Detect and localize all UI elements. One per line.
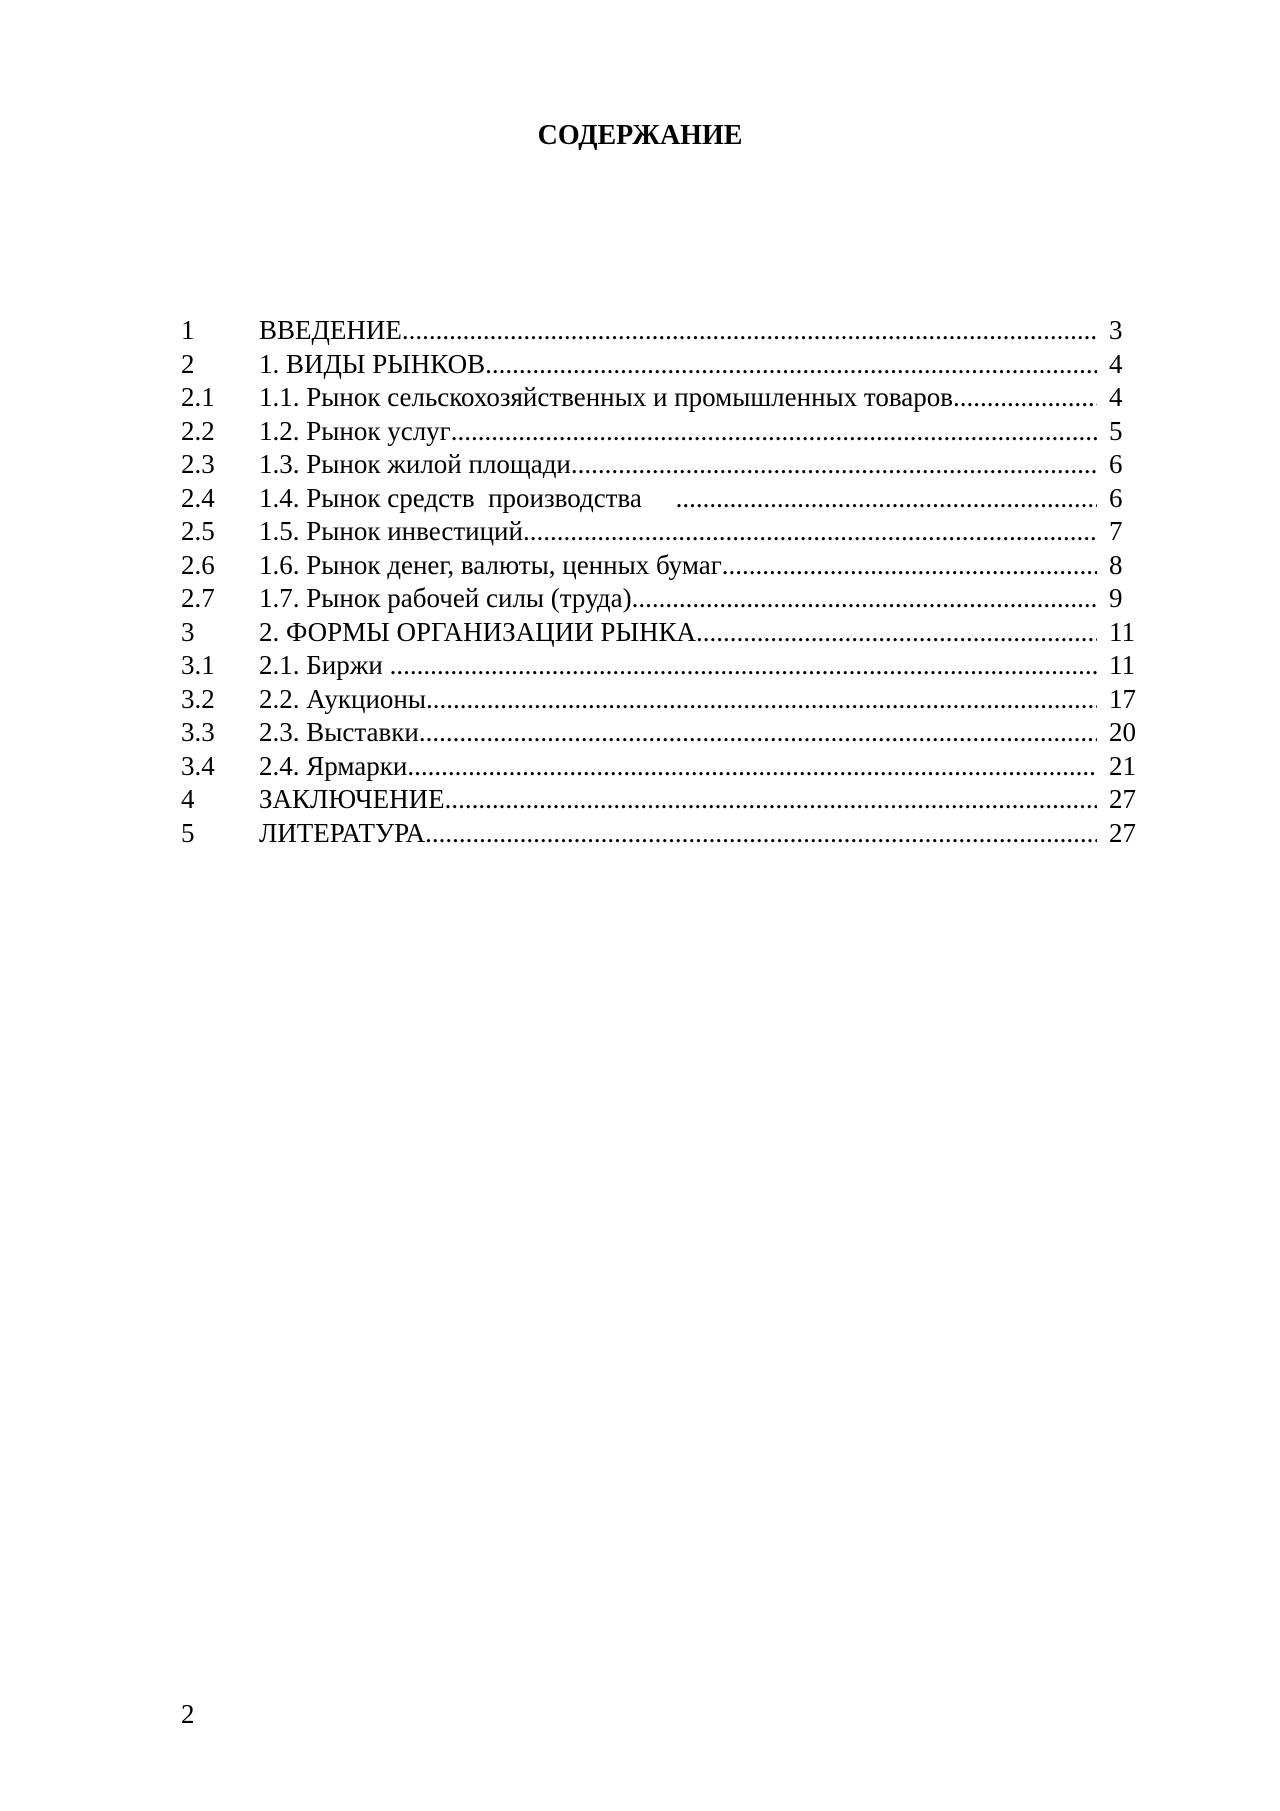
toc-entry[interactable]: [181, 482, 1145, 516]
toc-entry-number: 5: [181, 817, 195, 848]
toc-entry-title: 1.7. Рынок рабочей силы (труда): [259, 583, 632, 613]
toc-entry-title-wrap: [259, 683, 1097, 717]
toc-entry[interactable]: [181, 348, 1145, 382]
toc-entry-page: 27: [1109, 784, 1136, 814]
toc-entry-title: 2.4. Ярмарки: [259, 750, 408, 781]
toc-entry-title-wrap: [259, 817, 1097, 851]
toc-entry-title: 1. ВИДЫ РЫНКОВ: [259, 348, 486, 379]
toc-entry[interactable]: [181, 314, 1145, 348]
toc-entry-title: 1.1. Рынок сельскохозяйственных и промышленных товаров: [259, 382, 953, 412]
toc-entry-title: 1.3. Рынок жилой площади: [259, 449, 571, 479]
toc-entry-page: 4: [1109, 348, 1123, 379]
toc-entry[interactable]: [181, 448, 1145, 482]
toc-entry-number: 3.4: [181, 750, 215, 781]
toc-entry-number: 2.4: [181, 482, 215, 513]
toc-entry-title-wrap: [259, 783, 1097, 817]
table-of-contents: [181, 314, 1145, 850]
toc-entry-title: 2. ФОРМЫ ОРГАНИЗАЦИИ РЫНКА: [259, 616, 696, 647]
toc-entry-page: 9: [1109, 583, 1123, 613]
toc-entry-title-wrap: [259, 515, 1097, 549]
toc-entry-page: 7: [1109, 516, 1123, 546]
toc-entry-number: 3: [181, 616, 195, 647]
toc-dot-leader: [696, 616, 1097, 650]
toc-entry-page: 8: [1109, 549, 1123, 580]
toc-entry[interactable]: [181, 549, 1145, 583]
toc-entry-title-wrap: [259, 348, 1097, 382]
toc-entry[interactable]: [181, 683, 1145, 717]
toc-entry-number: 3.2: [181, 683, 215, 714]
toc-entry-page: 21: [1109, 750, 1136, 781]
toc-dot-leader: [407, 750, 1097, 784]
toc-entry-title-wrap: [259, 415, 1097, 449]
toc-entry[interactable]: [181, 515, 1145, 549]
toc-entry-page: 6: [1109, 449, 1123, 479]
toc-entry-title-wrap: [259, 314, 1097, 348]
toc-dot-leader: [445, 783, 1097, 817]
toc-entry-number: 2.7: [181, 583, 215, 613]
toc-dot-leader: [451, 415, 1097, 449]
toc-entry[interactable]: [181, 415, 1145, 449]
toc-entry-number: 3.1: [181, 650, 215, 680]
toc-dot-leader: [953, 381, 1097, 415]
toc-dot-leader: [390, 649, 1097, 683]
toc-entry-page: 6: [1109, 482, 1123, 513]
toc-entry[interactable]: [181, 649, 1145, 683]
toc-dot-leader: [485, 348, 1097, 382]
toc-entry-title-wrap: [259, 716, 1097, 750]
toc-entry-title: ВВЕДЕНИЕ: [259, 315, 402, 345]
toc-entry-title: 2.1. Биржи: [259, 650, 390, 680]
toc-entry-page: 11: [1109, 616, 1135, 647]
toc-entry-page: 27: [1109, 817, 1136, 848]
toc-entry-number: 4: [181, 784, 195, 814]
toc-entry-page: 5: [1109, 415, 1123, 446]
toc-entry-title-wrap: [259, 582, 1097, 616]
toc-entry-title-wrap: [259, 649, 1097, 683]
toc-entry-title: 1.6. Рынок денег, валюты, ценных бумаг: [259, 549, 722, 580]
toc-entry-title-wrap: [259, 381, 1097, 415]
toc-entry-title-wrap: [259, 448, 1097, 482]
toc-entry-title-wrap: [259, 750, 1097, 784]
toc-entry-number: 2.3: [181, 449, 215, 479]
toc-dot-leader: [676, 482, 1097, 516]
toc-entry[interactable]: [181, 616, 1145, 650]
toc-entry-title-wrap: [259, 549, 1097, 583]
toc-entry-title-wrap: [259, 482, 1097, 516]
toc-dot-leader: [402, 314, 1097, 348]
toc-entry-title: ЗАКЛЮЧЕНИЕ: [259, 784, 445, 814]
toc-entry-page: 20: [1109, 717, 1136, 747]
toc-dot-leader: [419, 716, 1097, 750]
toc-entry-title-wrap: [259, 616, 1097, 650]
toc-entry[interactable]: [181, 716, 1145, 750]
toc-dot-leader: [571, 448, 1097, 482]
toc-entry-number: 2.2: [181, 415, 215, 446]
toc-entry[interactable]: [181, 750, 1145, 784]
toc-entry-title: 1.4. Рынок средств производства: [259, 482, 676, 513]
toc-entry[interactable]: [181, 381, 1145, 415]
page-title: СОДЕРЖАНИЕ: [537, 120, 743, 151]
toc-entry-title: 2.3. Выставки: [259, 717, 419, 747]
toc-entry-number: 2: [181, 348, 195, 379]
toc-entry-number: 2.1: [181, 382, 215, 412]
toc-entry-number: 2.6: [181, 549, 215, 580]
toc-entry-page: 4: [1109, 382, 1123, 412]
toc-entry-page: 17: [1109, 683, 1136, 714]
toc-dot-leader: [425, 817, 1097, 851]
toc-entry-number: 2.5: [181, 516, 215, 546]
page-number: 2: [181, 1699, 195, 1729]
toc-entry-title: ЛИТЕРАТУРА: [259, 817, 426, 848]
toc-entry[interactable]: [181, 582, 1145, 616]
toc-entry-number: 3.3: [181, 717, 215, 747]
toc-dot-leader: [523, 515, 1097, 549]
toc-entry-title: 1.2. Рынок услуг: [259, 415, 451, 446]
toc-dot-leader: [722, 549, 1097, 583]
toc-entry-page: 11: [1109, 650, 1135, 680]
toc-entry-page: 3: [1109, 315, 1123, 345]
toc-entry[interactable]: [181, 817, 1145, 851]
toc-dot-leader: [632, 582, 1097, 616]
toc-entry[interactable]: [181, 783, 1145, 817]
toc-entry-title: 2.2. Аукционы: [259, 683, 427, 714]
toc-entry-number: 1: [181, 315, 195, 345]
toc-entry-title: 1.5. Рынок инвестиций: [259, 516, 523, 546]
toc-dot-leader: [426, 683, 1097, 717]
